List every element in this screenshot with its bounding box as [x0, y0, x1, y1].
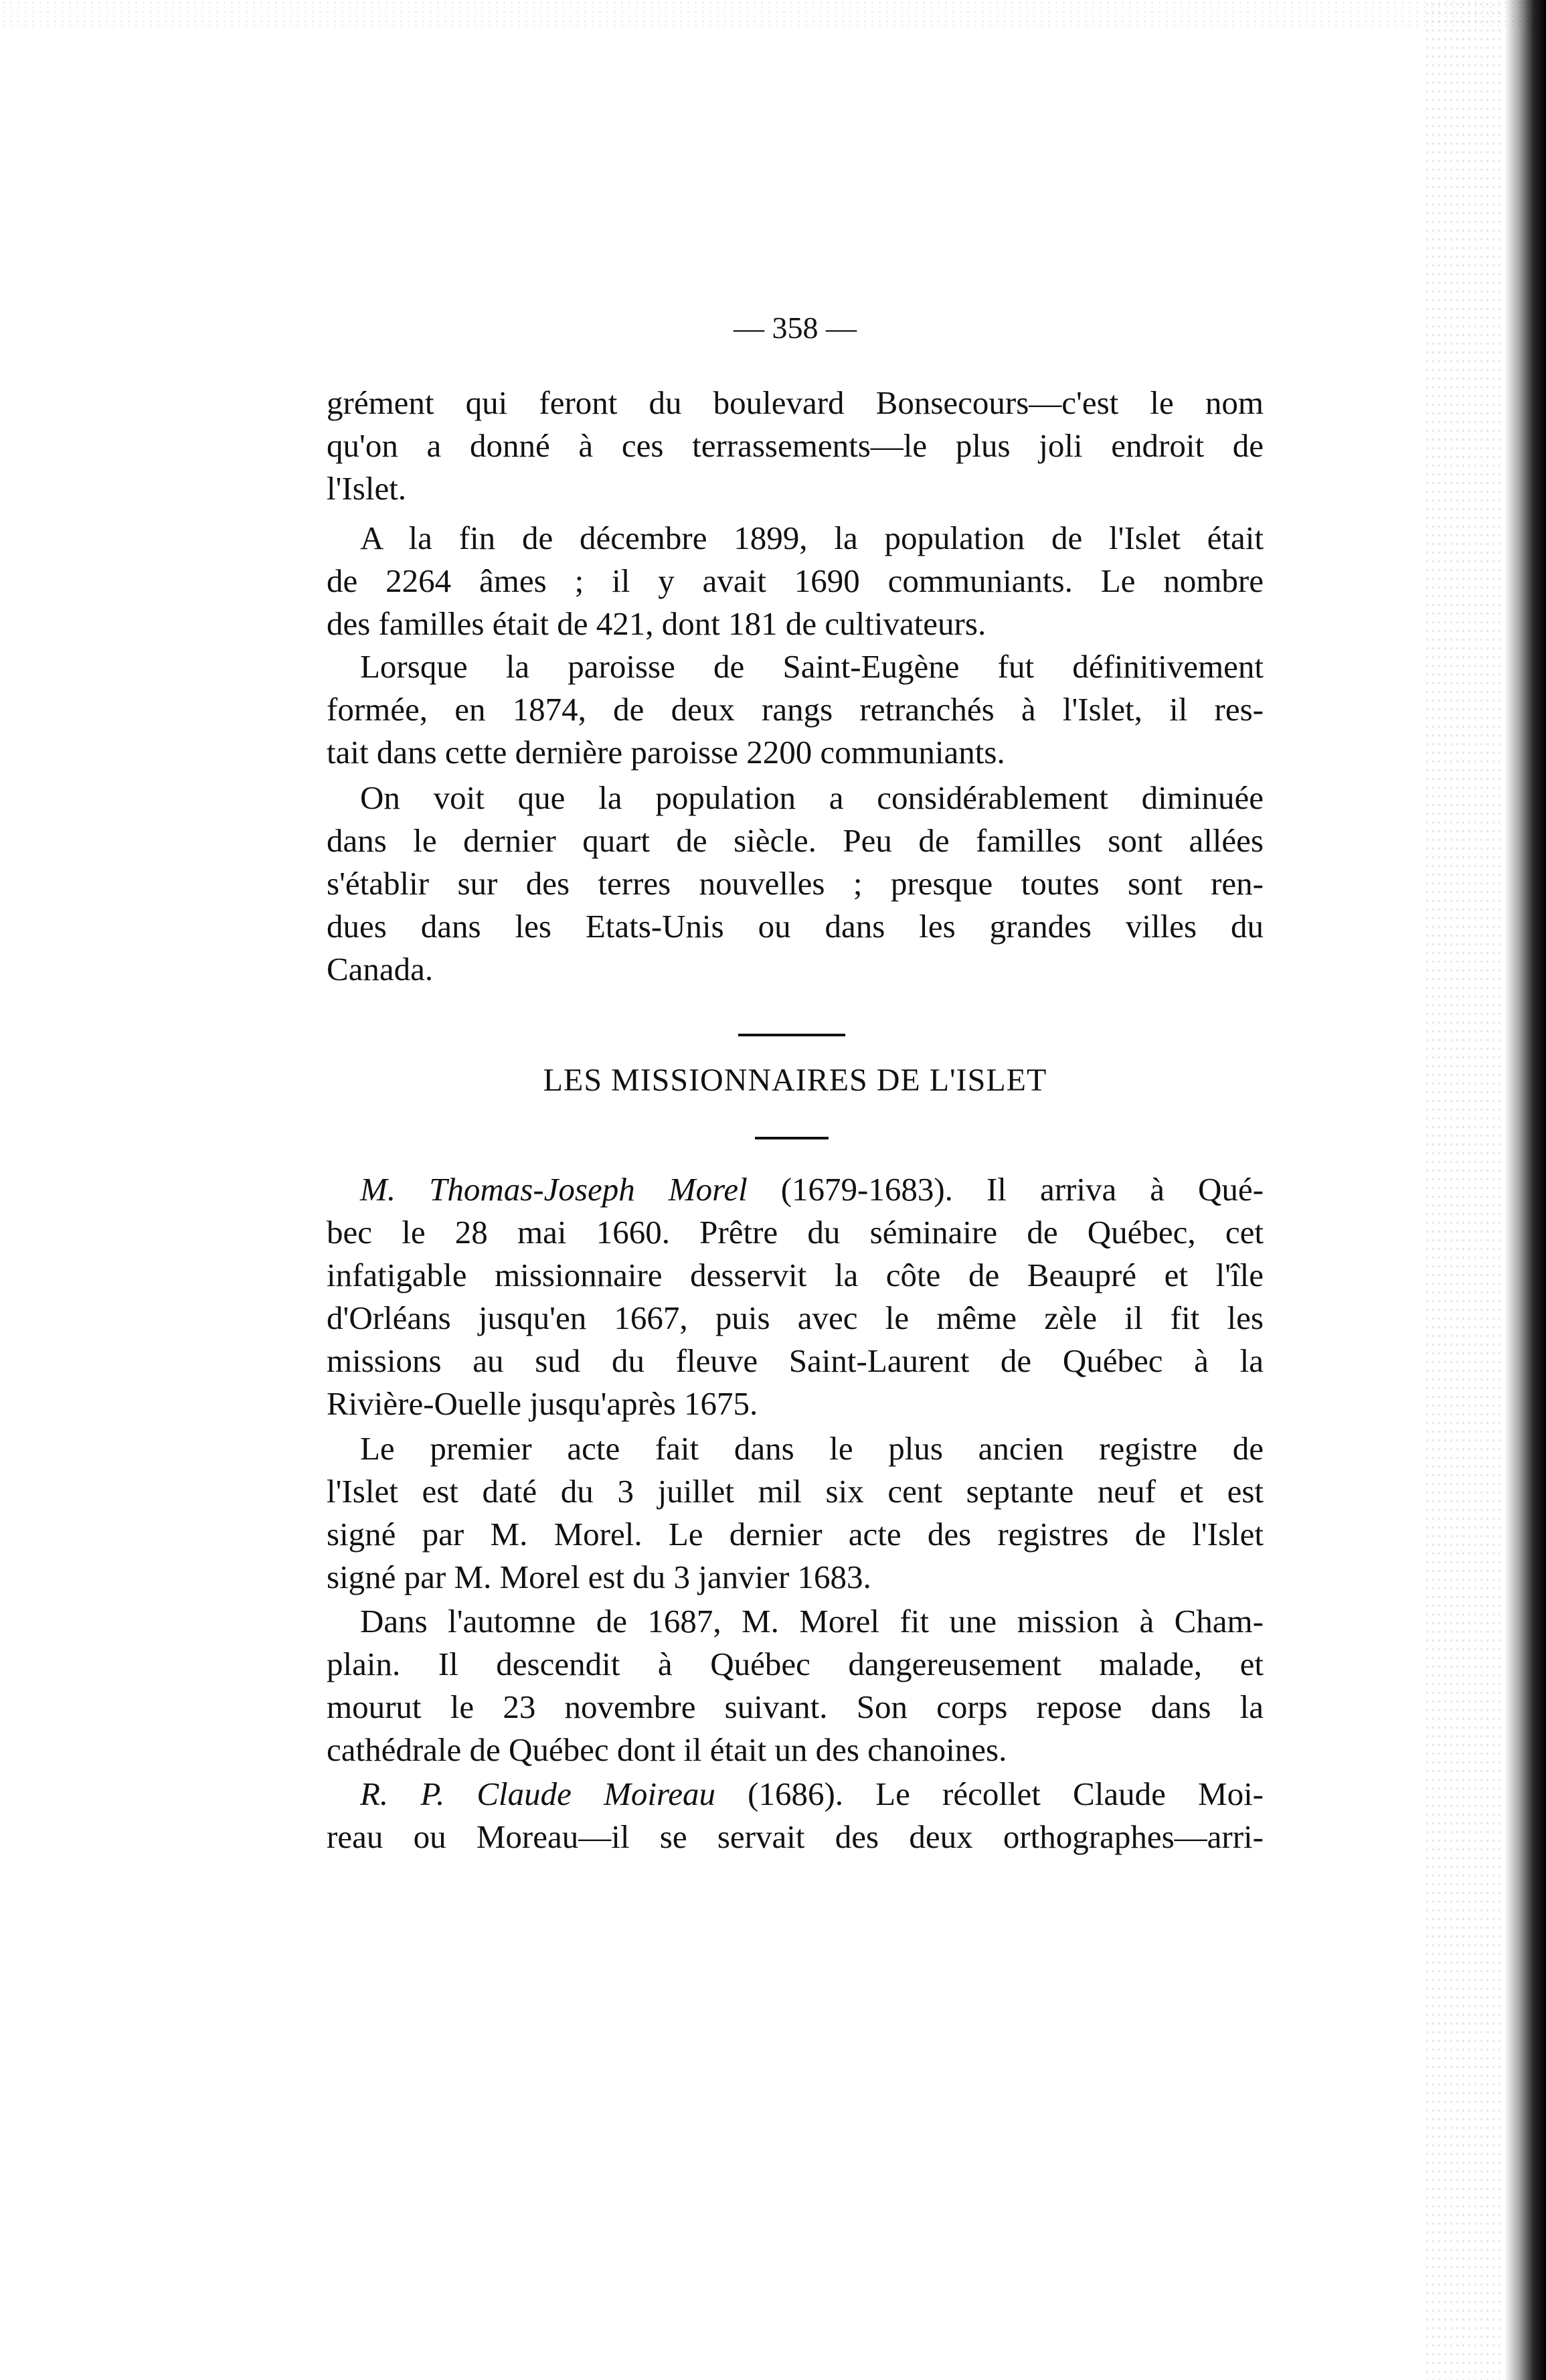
text-line: formée, en 1874, de deux rangs retranchés à l'Islet, il res-	[327, 691, 1264, 728]
text-line: bec le 28 mai 1660. Prêtre du séminaire de Québec, cet	[327, 1214, 1264, 1251]
scan-noise-edge	[1424, 0, 1505, 2380]
italic-name: R. P. Claude Moireau	[360, 1775, 715, 1812]
section-heading: LES MISSIONNAIRES DE L'ISLET	[543, 1062, 1047, 1098]
text-line	[327, 1168, 1264, 1211]
heading-rule-bottom	[755, 1137, 829, 1139]
text-line: d'Orléans jusqu'en 1667, puis avec le même zèle il fit les	[327, 1299, 1264, 1336]
text-line: missions au sud du fleuve Saint-Laurent de Québec à la	[327, 1342, 1264, 1379]
text-line: l'Islet.	[327, 470, 407, 507]
heading-rule-top	[738, 1034, 845, 1036]
text-line: l'Islet est daté du 3 juillet mil six cent septante neuf et est	[327, 1473, 1264, 1510]
paragraph-moireau	[327, 1773, 1264, 1858]
text-line: dans le dernier quart de siècle. Peu de familles sont allées	[327, 822, 1264, 859]
text-line: signé par M. Morel est du 3 janvier 1683.	[327, 1559, 871, 1595]
text-line: de 2264 âmes ; il y avait 1690 communiants. Le nombre	[327, 562, 1264, 599]
text-line: Canada.	[327, 951, 434, 987]
paragraph-population-1899	[327, 517, 1264, 645]
text-line: des familles était de 421, dont 181 de cultivateurs.	[327, 605, 986, 642]
paragraph-morel	[327, 1168, 1264, 1425]
page-number: — 358 —	[734, 311, 857, 345]
text-fragment: (1686). Le récollet Claude Moi-	[715, 1775, 1264, 1812]
text-line: cathédrale de Québec dont il était un des chanoines.	[327, 1731, 1007, 1768]
scan-noise-top	[0, 0, 1546, 27]
paragraph-registre	[327, 1427, 1264, 1599]
text-line: signé par M. Morel. Le dernier acte des registres de l'Islet	[327, 1516, 1264, 1553]
text-line: mourut le 23 novembre suivant. Son corps repose dans la	[327, 1688, 1264, 1725]
paragraph-champlain	[327, 1600, 1264, 1771]
text-line	[327, 1773, 1264, 1816]
text-line: Le premier acte fait dans le plus ancien registre de	[360, 1430, 1264, 1467]
text-line: grément qui feront du boulevard Bonsecours—c'est le nom	[327, 384, 1264, 421]
text-line: A la fin de décembre 1899, la population de l'Islet était	[360, 520, 1264, 556]
text-line: Rivière-Ouelle jusqu'après 1675.	[327, 1385, 758, 1422]
text-line: dues dans les Etats-Unis ou dans les grandes villes du	[327, 908, 1264, 945]
paragraph-population-decline	[327, 777, 1264, 991]
page-binding-shadow	[1505, 0, 1546, 2380]
paragraph-boulevard	[327, 382, 1264, 510]
text-line: plain. Il descendit à Québec dangereusement malade, et	[327, 1646, 1264, 1682]
paragraph-saint-eugene	[327, 645, 1264, 774]
text-line: On voit que la population a considérablement diminuée	[360, 779, 1264, 816]
text-line: Dans l'automne de 1687, M. Morel fit une mission à Cham-	[360, 1603, 1264, 1640]
text-line: s'établir sur des terres nouvelles ; presque toutes sont ren-	[327, 865, 1264, 902]
text-line: tait dans cette dernière paroisse 2200 communiants.	[327, 734, 1005, 771]
italic-name: M. Thomas-Joseph Morel	[360, 1171, 748, 1208]
text-line: reau ou Moreau—il se servait des deux orthographes—arri-	[327, 1818, 1264, 1855]
text-line: qu'on a donné à ces terrassements—le plus joli endroit de	[327, 427, 1264, 464]
text-line: Lorsque la paroisse de Saint-Eugène fut définitivement	[360, 648, 1264, 685]
text-line: infatigable missionnaire desservit la côte de Beaupré et l'île	[327, 1257, 1264, 1293]
text-fragment: (1679-1683). Il arriva à Qué-	[747, 1171, 1264, 1208]
